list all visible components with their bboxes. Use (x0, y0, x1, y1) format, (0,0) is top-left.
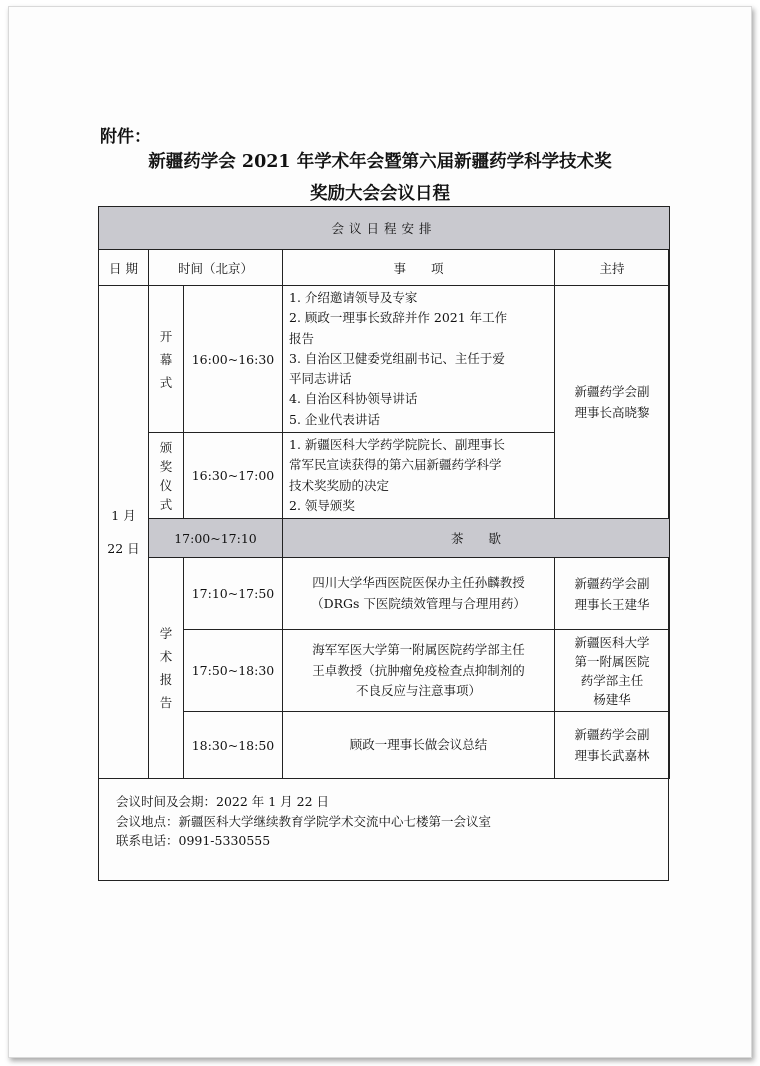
date-cell (99, 286, 149, 779)
opening-items: 1. 介绍邀请领导及专家 2. 顾政一理事长致辞并作 2021 年工作 报告 3. 自治区卫健委党组副书记、主任于爱 平同志讲话 4. 自治区科协领导讲话 5. 企业代表讲话 (283, 286, 555, 433)
award-time: 16:30~17:00 (184, 433, 283, 519)
academic-items-2: 海军军医大学第一附属医院药学部主任 王卓教授（抗肿瘤免疫检查点抑制剂的 不良反应与注意事项） (283, 630, 555, 712)
academic-host-1: 新疆药学会副 理事长王建华 (555, 558, 670, 630)
tea-label: 茶 歇 (283, 519, 670, 558)
award-items: 1. 新疆医科大学药学院院长、副理事长 常军民宣读获得的第六届新疆药学科学 技术奖奖励的决定 2. 领导颁奖 (283, 433, 555, 519)
tea-time: 17:00~17:10 (149, 519, 283, 558)
award-label: 颁 奖 仪 式 (149, 433, 184, 519)
opening-label: 开 幕 式 (149, 286, 184, 433)
col-header-time: 时间（北京） (149, 250, 283, 286)
contact-phone: 联系电话：0991-5330555 (116, 833, 271, 848)
meeting-time: 会议时间及会期：2022 年 1 月 22 日 (116, 794, 330, 809)
academic-host-2: 新疆医科大学 第一附属医院 药学部主任 杨建华 (555, 630, 670, 712)
academic-time-1: 17:10~17:50 (184, 558, 283, 630)
meeting-place: 会议地点：新疆医科大学继续教育学院学术交流中心七楼第一会议室 (116, 813, 492, 829)
meeting-info (116, 792, 491, 851)
academic-time-2: 17:50~18:30 (184, 630, 283, 712)
date-day: 22 日 (107, 541, 140, 557)
academic-label: 学 术 报 告 (149, 558, 184, 779)
table-heading: 会议日程安排 (99, 207, 670, 250)
schedule-table (98, 206, 670, 779)
attachment-label: 附件： (100, 127, 151, 147)
col-header-date: 日 期 (99, 250, 149, 286)
col-header-host: 主持 (555, 250, 670, 286)
opening-time: 16:00~16:30 (184, 286, 283, 433)
opening-host: 新疆药学会副 理事长高晓黎 (555, 286, 670, 519)
academic-host-3: 新疆药学会副 理事长武嘉林 (555, 712, 670, 779)
date-month: 1 月 (111, 508, 136, 524)
col-header-items: 事 项 (283, 250, 555, 286)
academic-time-3: 18:30~18:50 (184, 712, 283, 779)
academic-items-1: 四川大学华西医院医保办主任孙麟教授 （DRGs 下医院绩效管理与合理用药） (283, 558, 555, 630)
academic-items-3: 顾政一理事长做会议总结 (283, 712, 555, 779)
document-title-line1: 新疆药学会 2021 年学术年会暨第六届新疆药学科学技术奖 (148, 152, 612, 172)
document-title-line2: 奖励大会会议日程 (310, 184, 450, 204)
